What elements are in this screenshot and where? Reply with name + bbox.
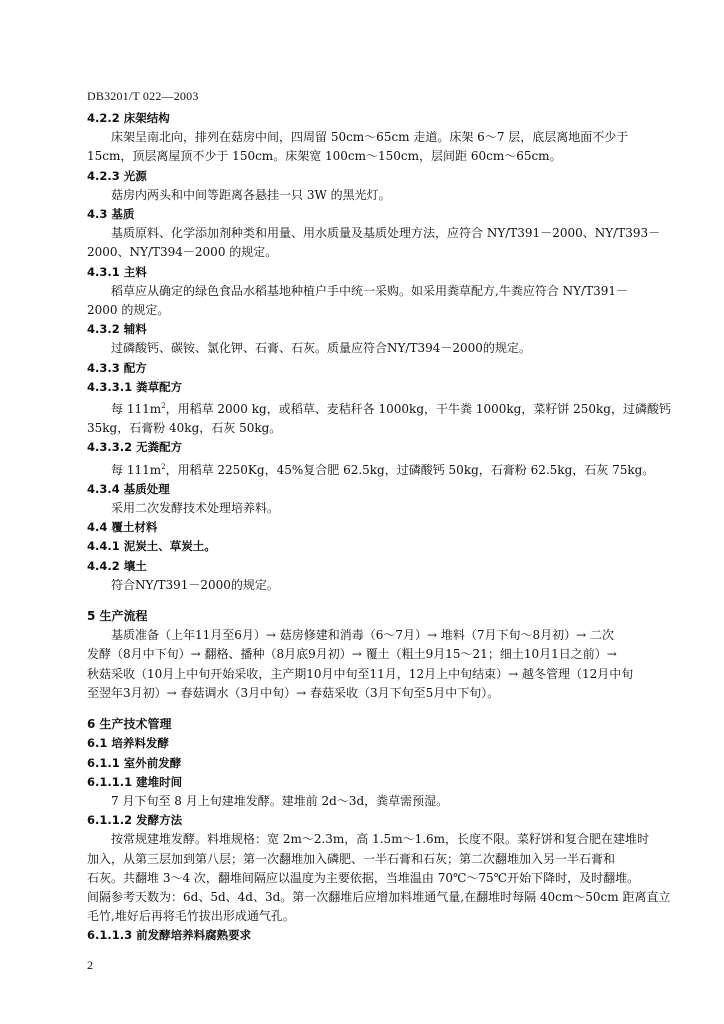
- section-4-3-3-1-text-1: [87, 397, 671, 419]
- section-5-text-1: 基质准备（上年11月至6月）→ 菇房修建和消毒（6～7月）→ 堆料（7月下旬～8月初）→ 二次: [111, 628, 615, 643]
- document-body: [87, 109, 671, 946]
- section-6-title: 6 生产技术管理: [87, 717, 172, 732]
- formula-text-b: ，用稻草 2250Kg，45%复合肥 62.5kg，过磷酸钙 50kg，石膏粉 62.5kg，石灰 75kg。: [165, 462, 655, 477]
- section-6-1-1-2-title: 6.1.1.2 发酵方法: [87, 813, 183, 828]
- section-4-3-text-1: 基质原料、化学添加剂种类和用量、用水质量及基质处理方法，应符合 NY/T391－2000、NY/T393－: [111, 226, 661, 241]
- section-4-3-3-1-title: 4.3.3.1 粪草配方: [87, 379, 183, 394]
- section-4-3-3-2-text: [87, 458, 657, 480]
- section-4-3-1-title: 4.3.1 主料: [87, 264, 147, 279]
- section-5-title: 5 生产流程: [87, 609, 148, 624]
- section-4-3-4-text: 采用二次发酵技术处理培养料。: [111, 501, 280, 516]
- superscript: 2: [161, 402, 166, 411]
- section-6-1-1-title: 6.1.1 室外前发酵: [87, 755, 182, 770]
- section-6-1-title: 6.1 培养料发酵: [87, 736, 169, 751]
- section-4-3-text-2: 2000、NY/T394－2000 的规定。: [87, 245, 278, 260]
- section-4-2-2-text-1: 床架呈南北向，排列在菇房中间，四周留 50cm～65cm 走道。床架 6～7 层，底层离地面不少于: [111, 130, 629, 145]
- section-4-3-title: 4.3 基质: [87, 207, 135, 222]
- section-4-2-3-text: 菇房内两头和中间等距离各悬挂一只 3W 的黑光灯。: [111, 187, 391, 202]
- section-5-text-4: 至翌年3月初）→ 春菇调水（3月中旬）→ 春菇采收（3月下旬至5月中下旬）。: [87, 685, 500, 700]
- section-5-text-3: 秋菇采收（10月上中旬开始采收，主产期10月中旬至11月，12月上中旬结束）→ 越冬管理（12月中旬: [87, 666, 634, 681]
- page-number: 2: [87, 958, 93, 972]
- standard-number-header: DB3201/T 022—2003: [87, 89, 199, 103]
- superscript: 2: [161, 462, 166, 471]
- section-6-1-1-2-text-1: 按常规建堆发酵。料堆规格：宽 2m～2.3m，高 1.5m～1.6m，长度不限。菜籽饼和复合肥在建堆时: [111, 832, 650, 847]
- section-4-4-2-text: 符合NY/T391－2000的规定。: [111, 577, 279, 592]
- section-6-1-1-2-text-5: 毛竹,堆好后再将毛竹拔出形成通气孔。: [87, 909, 295, 924]
- formula-text-a: 每 111m: [111, 402, 162, 417]
- section-4-3-3-1-text-2: 35kg，石膏粉 40kg，石灰 50kg。: [87, 421, 282, 436]
- section-4-3-4-title: 4.3.4 基质处理: [87, 481, 170, 496]
- section-4-2-2-title: 4.2.2 床架结构: [87, 111, 170, 125]
- section-4-3-2-title: 4.3.2 辅料: [87, 322, 147, 337]
- section-4-2-3-title: 4.2.3 光源: [87, 168, 147, 183]
- section-4-4-1-title: 4.4.1 泥炭土、草炭土。: [87, 539, 216, 554]
- formula-text-a: 每 111m: [111, 462, 162, 477]
- section-4-3-3-2-title: 4.3.3.2 无粪配方: [87, 440, 183, 455]
- section-4-2-2-text-2: 15cm，顶层离屋顶不少于 150cm。床架宽 100cm～150cm，层间距 60cm～65cm。: [87, 149, 562, 164]
- section-4-4-title: 4.4 覆土材料: [87, 520, 158, 535]
- section-6-1-1-1-text: 7 月下旬至 8 月上旬建堆发酵。建堆前 2d～3d，粪草需预湿。: [111, 793, 449, 808]
- section-6-1-1-1-title: 6.1.1.1 建堆时间: [87, 774, 183, 789]
- section-5-text-2: 发酵（8月中下旬）→ 翻格、播种（8月底9月初）→ 覆土（粗土9月15～21；细土10月1日之前）→: [87, 647, 617, 662]
- section-6-1-1-2-text-3: 石灰。共翻堆 3～4 次，翻堆间隔应以温度为主要依据，当堆温由 70℃～75℃开始下降时，及时翻堆。: [87, 870, 640, 885]
- section-4-4-2-title: 4.4.2 壤土: [87, 558, 147, 573]
- formula-text-b: ，用稻草 2000 kg，或稻草、麦秸秆各 1000kg，干牛粪 1000kg，菜籽饼 250kg，过磷酸钙: [165, 402, 671, 417]
- section-4-3-1-text-1: 稻草应从确定的绿色食品水稻基地种植户手中统一采购。如采用粪草配方,牛粪应符合 NY/T391－: [111, 283, 629, 298]
- section-4-3-2-text: 过磷酸钙、碳铵、氯化钾、石膏、石灰。质量应符合NY/T394－2000的规定。: [111, 341, 531, 356]
- section-4-3-3-title: 4.3.3 配方: [87, 360, 147, 375]
- section-6-1-1-2-text-4: 间隔参考天数为：6d、5d、4d、3d。第一次翻堆后应增加料堆通气量,在翻堆时每隔 40cm～50cm 距离直立: [87, 889, 671, 904]
- section-6-1-1-2-text-2: 加入，从第三层加到第八层；第一次翻堆加入磷肥、一半石膏和石灰；第二次翻堆加入另一半石膏和: [87, 851, 616, 866]
- section-4-3-1-text-2: 2000 的规定。: [87, 303, 170, 318]
- section-6-1-1-3-title: 6.1.1.3 前发酵培养料腐熟要求: [87, 928, 252, 943]
